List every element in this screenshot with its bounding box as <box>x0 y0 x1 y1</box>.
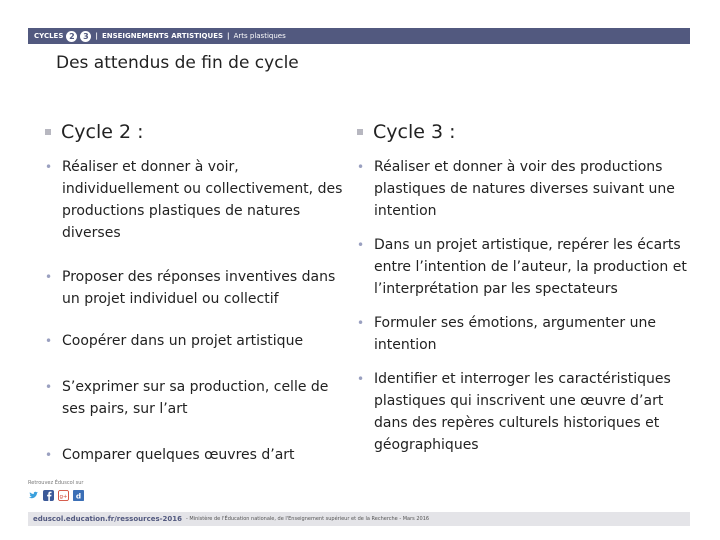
twitter-icon[interactable] <box>28 490 39 501</box>
list-item-text: Identifier et interroger les caractéristiques plastiques qui inscrivent une œuvre d’art dans des repères culturels historiques et géographiques <box>374 371 671 453</box>
dailymotion-icon[interactable] <box>73 490 84 501</box>
cycle-2-column <box>45 118 345 466</box>
list-item <box>357 312 687 356</box>
list-item-text: Coopérer dans un projet artistique <box>62 333 304 349</box>
list-item-text: Réaliser et donner à voir des productions plastiques de natures diverses suivant une intention <box>374 159 675 219</box>
cycle-2-heading-text: Cycle 2 : <box>61 121 144 143</box>
svg-text:g+: g+ <box>59 493 68 500</box>
cycles-label: CYCLES <box>34 32 64 40</box>
bullet-icon: • <box>45 334 53 348</box>
bullet-icon: • <box>45 270 53 284</box>
header-separator: | <box>95 32 98 40</box>
cycle-2-list <box>45 156 345 466</box>
header-bar <box>28 28 690 44</box>
footer-url-link[interactable]: eduscol.education.fr/ressources-2016 <box>33 515 183 523</box>
list-item <box>357 234 687 300</box>
cycle-3-column <box>357 118 687 456</box>
cycle-3-list <box>357 156 687 456</box>
google-plus-icon[interactable] <box>58 490 69 501</box>
list-item <box>45 330 345 352</box>
list-item <box>45 156 345 244</box>
cycle-2-badge: 2 <box>66 31 77 42</box>
bullet-icon: • <box>357 316 365 330</box>
list-item <box>357 156 687 222</box>
list-item-text: Réaliser et donner à voir, individuellement ou collectivement, des productions plastiques de natures diverses <box>62 159 343 241</box>
list-item-text: Dans un projet artistique, repérer les écarts entre l’intention de l’auteur, la production et l’interprétation par les spectateurs <box>374 237 687 297</box>
facebook-icon[interactable] <box>43 490 54 501</box>
bullet-icon: • <box>45 448 53 462</box>
list-item-text: Formuler ses émotions, argumenter une intention <box>374 315 656 353</box>
social-links <box>28 480 98 510</box>
cycle-3-badge: 3 <box>80 31 91 42</box>
list-item <box>45 376 345 420</box>
bullet-icon: • <box>357 160 365 174</box>
bullet-icon: • <box>45 380 53 394</box>
footer-bar <box>28 512 690 526</box>
bullet-icon: • <box>357 238 365 252</box>
square-bullet-icon <box>45 129 51 135</box>
cycle-3-heading <box>357 118 687 146</box>
page-title: Des attendus de fin de cycle <box>56 53 299 73</box>
bullet-icon: • <box>357 372 365 386</box>
list-item-text: S’exprimer sur sa production, celle de ses pairs, sur l’art <box>62 379 329 417</box>
header-separator: | <box>227 32 230 40</box>
square-bullet-icon <box>357 129 363 135</box>
list-item <box>357 368 687 456</box>
bullet-icon: • <box>45 160 53 174</box>
social-label: Retrouvez Éduscol sur <box>28 480 84 486</box>
cycle-3-heading-text: Cycle 3 : <box>373 121 456 143</box>
list-item-text: Comparer quelques œuvres d’art <box>62 447 295 463</box>
section-label: ENSEIGNEMENTS ARTISTIQUES <box>101 32 224 40</box>
list-item-text: Proposer des réponses inventives dans un projet individuel ou collectif <box>62 269 336 307</box>
subject-label: Arts plastiques <box>233 32 286 40</box>
svg-text:d: d <box>75 491 82 501</box>
list-item <box>45 444 345 466</box>
cycle-2-heading <box>45 118 345 146</box>
footer-credit: - Ministère de l'Éducation nationale, de l'Enseignement supérieur et de la Recherche - Mars 2016 <box>186 516 430 522</box>
list-item <box>45 266 345 310</box>
